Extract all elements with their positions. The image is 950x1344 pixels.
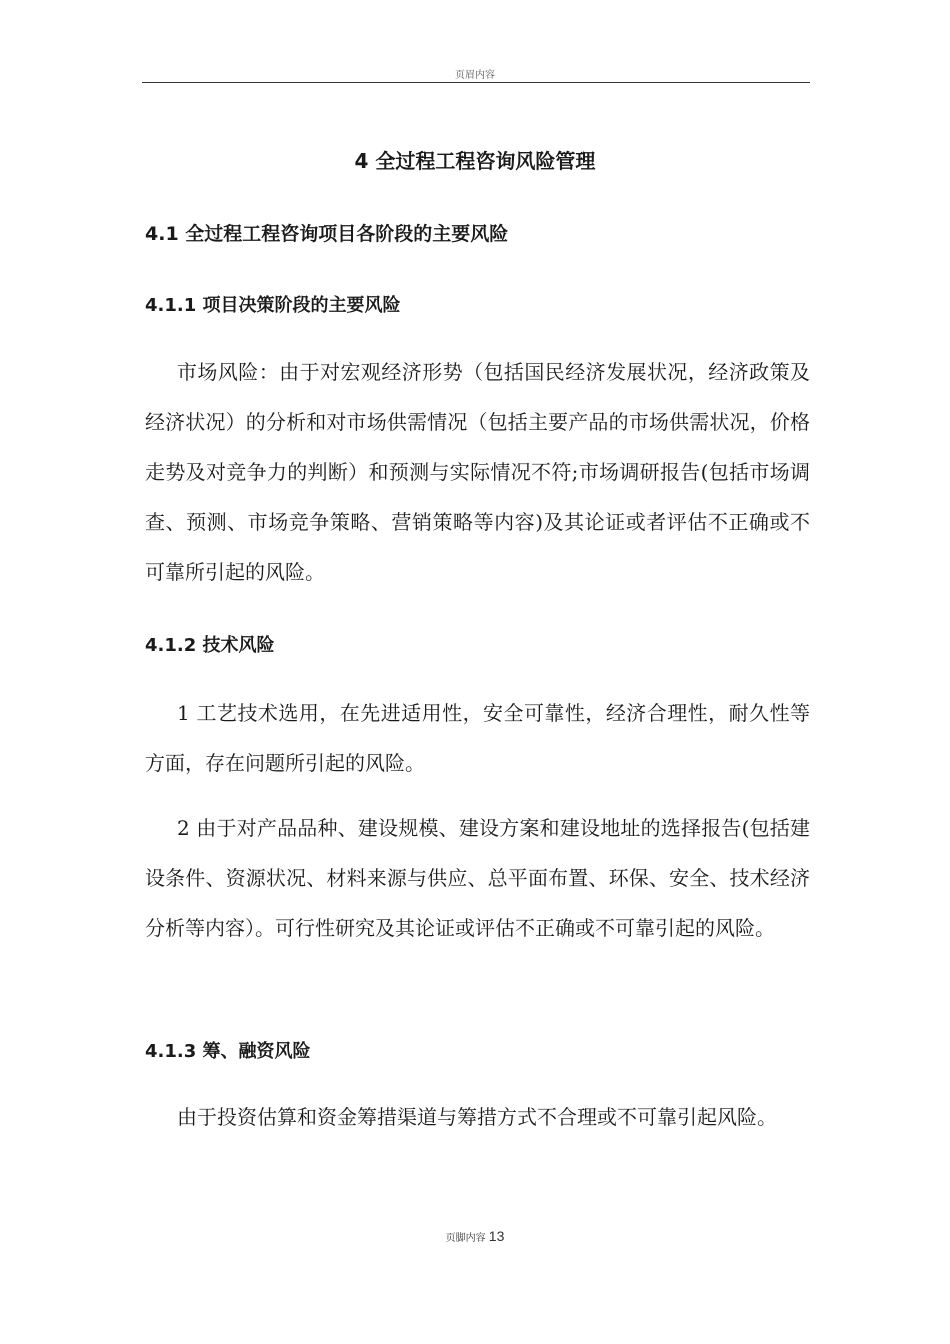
footer-label: 页脚内容 <box>445 1233 486 1244</box>
section-heading-4-1-1: 4.1.1 项目决策阶段的主要风险 <box>145 295 401 316</box>
page-footer <box>0 1228 950 1244</box>
chapter-title: 4 全过程工程咨询风险管理 <box>354 149 596 173</box>
page-number: 13 <box>488 1228 505 1244</box>
paragraph-tech-risk-1: 1 工艺技术选用，在先进适用性，安全可靠性，经济合理性，耐久性等方面，存在问题所引起的风险。 <box>145 701 810 775</box>
section-heading-4-1-3: 4.1.3 筹、融资风险 <box>145 1041 311 1062</box>
section-heading-4-1-2: 4.1.2 技术风险 <box>145 635 275 656</box>
paragraph-tech-risk-2: 2 由于对产品品种、建设规模、建设方案和建设地址的选择报告(包括建设条件、资源状况、材料来源与供应、总平面布置、环保、安全、技术经济分析等内容）。可行性研究及其论证或评估不正确或不可靠引起的风险。 <box>145 816 810 940</box>
page-header: 页眉内容 <box>455 70 495 81</box>
header-divider <box>142 82 810 83</box>
paragraph-financing-risk: 由于投资估算和资金筹措渠道与筹措方式不合理或不可靠引起风险。 <box>177 1105 777 1129</box>
section-heading-4-1: 4.1 全过程工程咨询项目各阶段的主要风险 <box>145 223 509 245</box>
paragraph-market-risk: 市场风险：由于对宏观经济形势（包括国民经济发展状况，经济政策及经济状况）的分析和对市场供需情况（包括主要产品的市场供需状况，价格走势及对竞争力的判断）和预测与实际情况不符;市场调研报告(包括市场调查、预测、市场竞争策略、营销策略等内容)及其论证或者评估不正确或不可靠所引起的风险。 <box>145 360 810 584</box>
